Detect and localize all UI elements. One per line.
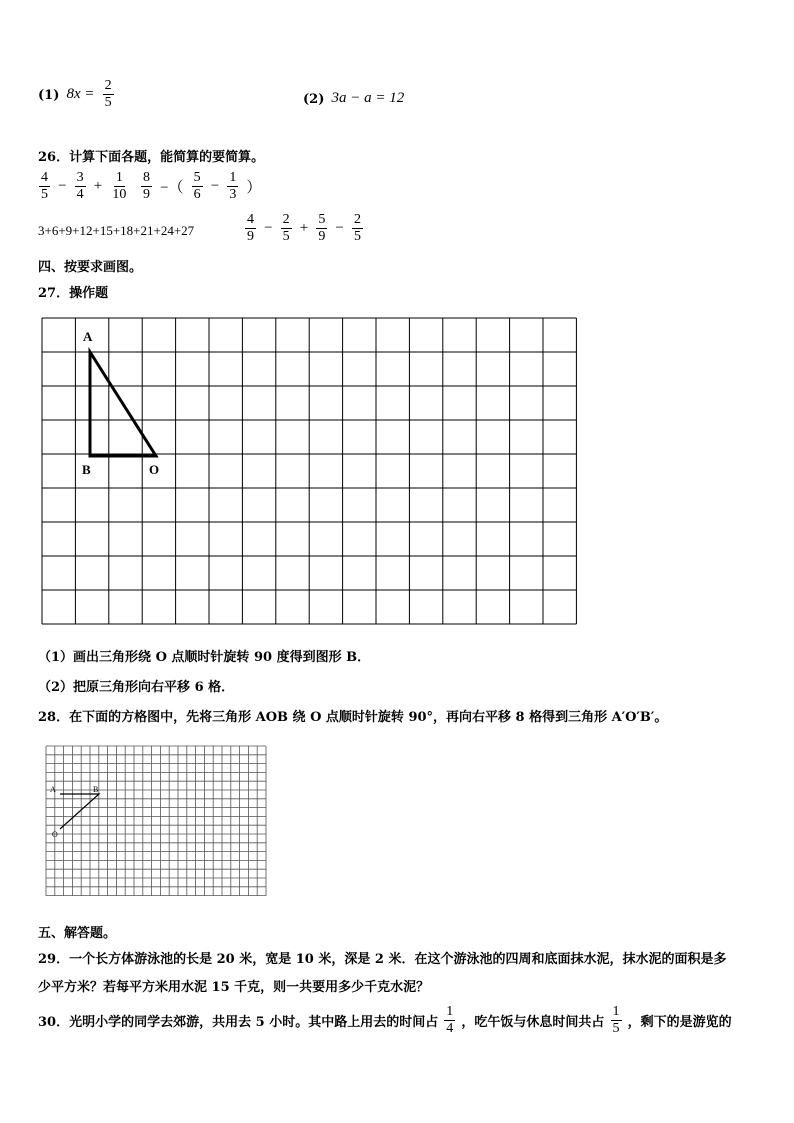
q29-line-2: 少平方米？若每平方米用水泥 15 千克，则一共要用多少千克水泥？	[38, 980, 430, 995]
fraction	[75, 170, 86, 203]
fraction	[227, 170, 238, 203]
denominator: 3	[229, 187, 237, 202]
point-b-label: B	[93, 785, 99, 794]
fraction	[192, 170, 203, 203]
fraction	[444, 1004, 455, 1037]
equation-2-label: (2)	[303, 92, 325, 107]
equation-1-label: (1)	[38, 88, 60, 103]
fraction-numerator: 2	[104, 78, 112, 93]
operator: ）	[246, 180, 262, 196]
fraction	[352, 212, 363, 245]
denominator: 10	[112, 187, 127, 202]
denominator: 6	[193, 187, 201, 202]
q30-part-2: ，吃午饭与休息时间共占	[461, 1015, 605, 1030]
point-o-label: O	[149, 462, 160, 477]
section-5-heading: 五、解答题。	[38, 926, 117, 941]
fraction	[611, 1004, 622, 1037]
fraction	[39, 170, 50, 203]
denominator: 9	[143, 187, 150, 202]
denominator: 5	[282, 229, 290, 244]
q26-expression-4	[244, 212, 364, 245]
operator: +	[93, 178, 103, 194]
numerator: 4	[247, 212, 254, 227]
numerator: 2	[282, 212, 290, 227]
q28-grid	[44, 744, 272, 904]
q27-part-1: （1）画出三角形绕 O 点顺时针旋转 90 度得到图形 B．	[38, 650, 371, 665]
fraction	[281, 212, 292, 245]
point-o-label: O	[52, 830, 58, 839]
triangle-aob	[90, 352, 156, 456]
denominator: 4	[76, 187, 84, 202]
denominator: 5	[612, 1021, 620, 1036]
numerator: 8	[143, 170, 150, 185]
fraction	[245, 212, 256, 245]
operator: +	[299, 220, 309, 236]
equation-2	[303, 88, 406, 107]
fraction	[110, 170, 128, 203]
denominator: 5	[41, 187, 48, 202]
point-b-label: B	[82, 462, 91, 477]
q26-expression-1	[38, 170, 129, 203]
equation-1-fraction	[103, 78, 114, 111]
q28-title: 28．在下面的方格图中，先将三角形 AOB 绕 O 点顺时针旋转 90°，再向右平移 8 格得到三角形 A′O′B′。	[38, 710, 668, 725]
q30-line-1	[38, 1004, 732, 1037]
numerator: 2	[353, 212, 361, 227]
numerator: 5	[318, 212, 326, 227]
numerator: 1	[229, 170, 237, 185]
denominator: 9	[247, 229, 254, 244]
numerator: 5	[193, 170, 201, 185]
q26-expression-2	[140, 170, 263, 203]
q27-grid	[40, 316, 580, 626]
q29-line-1: 29．一个长方体游泳池的长是 20 米，宽是 10 米，深是 2 米．在这个游泳池的四周和底面抹水泥，抹水泥的面积是多	[38, 952, 727, 967]
q27-title: 27．操作题	[38, 286, 109, 301]
q26-expression-3: 3+6+9+12+15+18+21+24+27	[38, 223, 195, 238]
numerator: 1	[446, 1004, 454, 1019]
fraction-denominator: 5	[104, 95, 112, 110]
fraction	[141, 170, 152, 203]
operator: −	[210, 178, 220, 194]
denominator: 9	[318, 229, 326, 244]
point-a-label: A	[83, 329, 93, 344]
q30-part-1: 30．光明小学的同学去郊游，共用去 5 小时。其中路上用去的时间占	[38, 1015, 439, 1030]
numerator: 1	[115, 170, 123, 185]
equation-1	[38, 78, 115, 111]
q30-part-3: ，剩下的是游览的	[627, 1015, 732, 1030]
denominator: 4	[446, 1021, 454, 1036]
q27-part-2: （2）把原三角形向右平移 6 格．	[38, 680, 235, 695]
operator: −	[264, 220, 273, 236]
fraction	[316, 212, 327, 245]
operator: −（	[160, 180, 184, 196]
numerator: 1	[612, 1004, 620, 1019]
equation-1-lhs: 8x =	[66, 86, 95, 102]
denominator: 5	[353, 229, 361, 244]
numerator: 4	[41, 170, 48, 185]
equation-2-expr: 3a − a = 12	[331, 90, 405, 106]
section-4-heading: 四、按要求画图。	[38, 260, 143, 275]
operator: −	[58, 178, 67, 194]
triangle-aob-small	[60, 794, 99, 829]
numerator: 3	[76, 170, 84, 185]
operator: −	[335, 220, 344, 236]
point-a-label: A	[50, 785, 56, 794]
q26-title: 26．计算下面各题，能简算的要简算。	[38, 150, 265, 165]
